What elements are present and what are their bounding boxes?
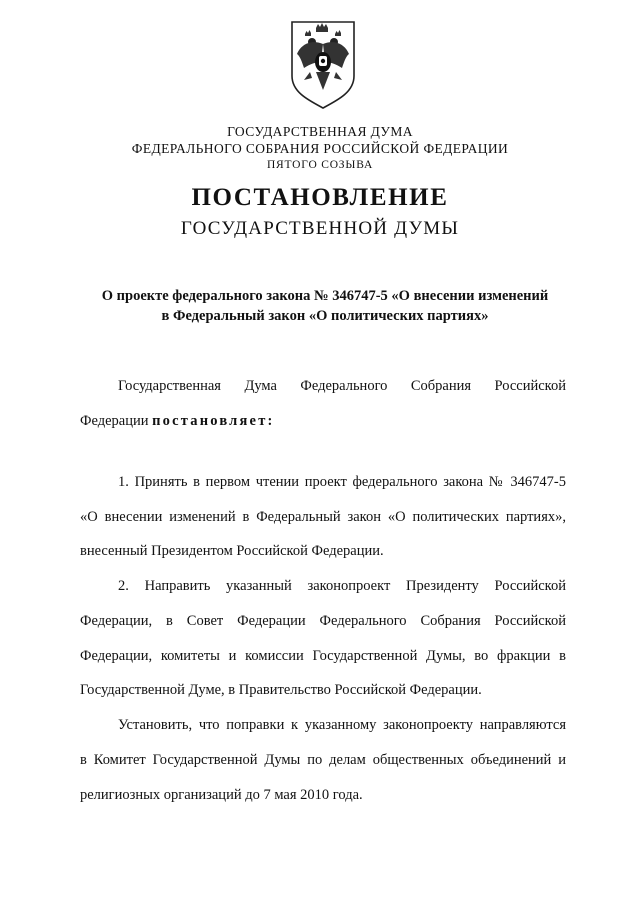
subject-line-2: в Федеральный закон «О политических партиях»	[161, 308, 489, 324]
header-line-state-duma: ГОСУДАРСТВЕННАЯ ДУМА	[227, 124, 413, 139]
coat-of-arms-icon	[288, 18, 358, 110]
document-title: ПОСТАНОВЛЕНИЕ	[191, 184, 449, 211]
item1-line-2: «О внесении изменений в Федеральный закон «О политических партиях»,	[80, 509, 566, 525]
coat-of-arms-emblem	[288, 18, 358, 110]
item1-line-3: внесенный Президентом Российской Федерации.	[80, 543, 384, 559]
subject-line-1: О проекте федерального закона № 346747-5 «О внесении изменений	[101, 288, 549, 304]
establish-line-3: религиозных организаций до 7 мая 2010 года.	[80, 787, 363, 803]
establish-line-1: Установить, что поправки к указанному законопроекту направляются	[118, 717, 566, 733]
header-line-federal-assembly: ФЕДЕРАЛЬНОГО СОБРАНИЯ РОССИЙСКОЙ ФЕДЕРАЦИИ	[131, 141, 509, 156]
item2-line-1: 2. Направить указанный законопроект Президенту Российской	[118, 578, 566, 594]
preamble-decree-word: постановляет:	[152, 413, 275, 429]
item2-line-2: Федерации, в Совет Федерации Федерального Собрания Российской	[80, 613, 566, 629]
item2-line-3: Федерации, комитеты и комиссии Государственной Думы, во фракции в	[80, 648, 566, 664]
document-subtitle: ГОСУДАРСТВЕННОЙ ДУМЫ	[180, 218, 460, 239]
item1-line-1: 1. Принять в первом чтении проект федерального закона № 346747-5	[118, 474, 566, 490]
preamble-text: Федерации	[80, 413, 153, 429]
establish-line-2: в Комитет Государственной Думы по делам общественных объединений и	[80, 752, 566, 768]
preamble-line-2	[80, 413, 566, 430]
item2-line-4: Государственной Думе, в Правительство Российской Федерации.	[80, 682, 482, 698]
preamble-line-1: Государственная Дума Федерального Собрания Российской	[118, 378, 566, 394]
header-line-convocation: ПЯТОГО СОЗЫВА	[266, 159, 374, 171]
